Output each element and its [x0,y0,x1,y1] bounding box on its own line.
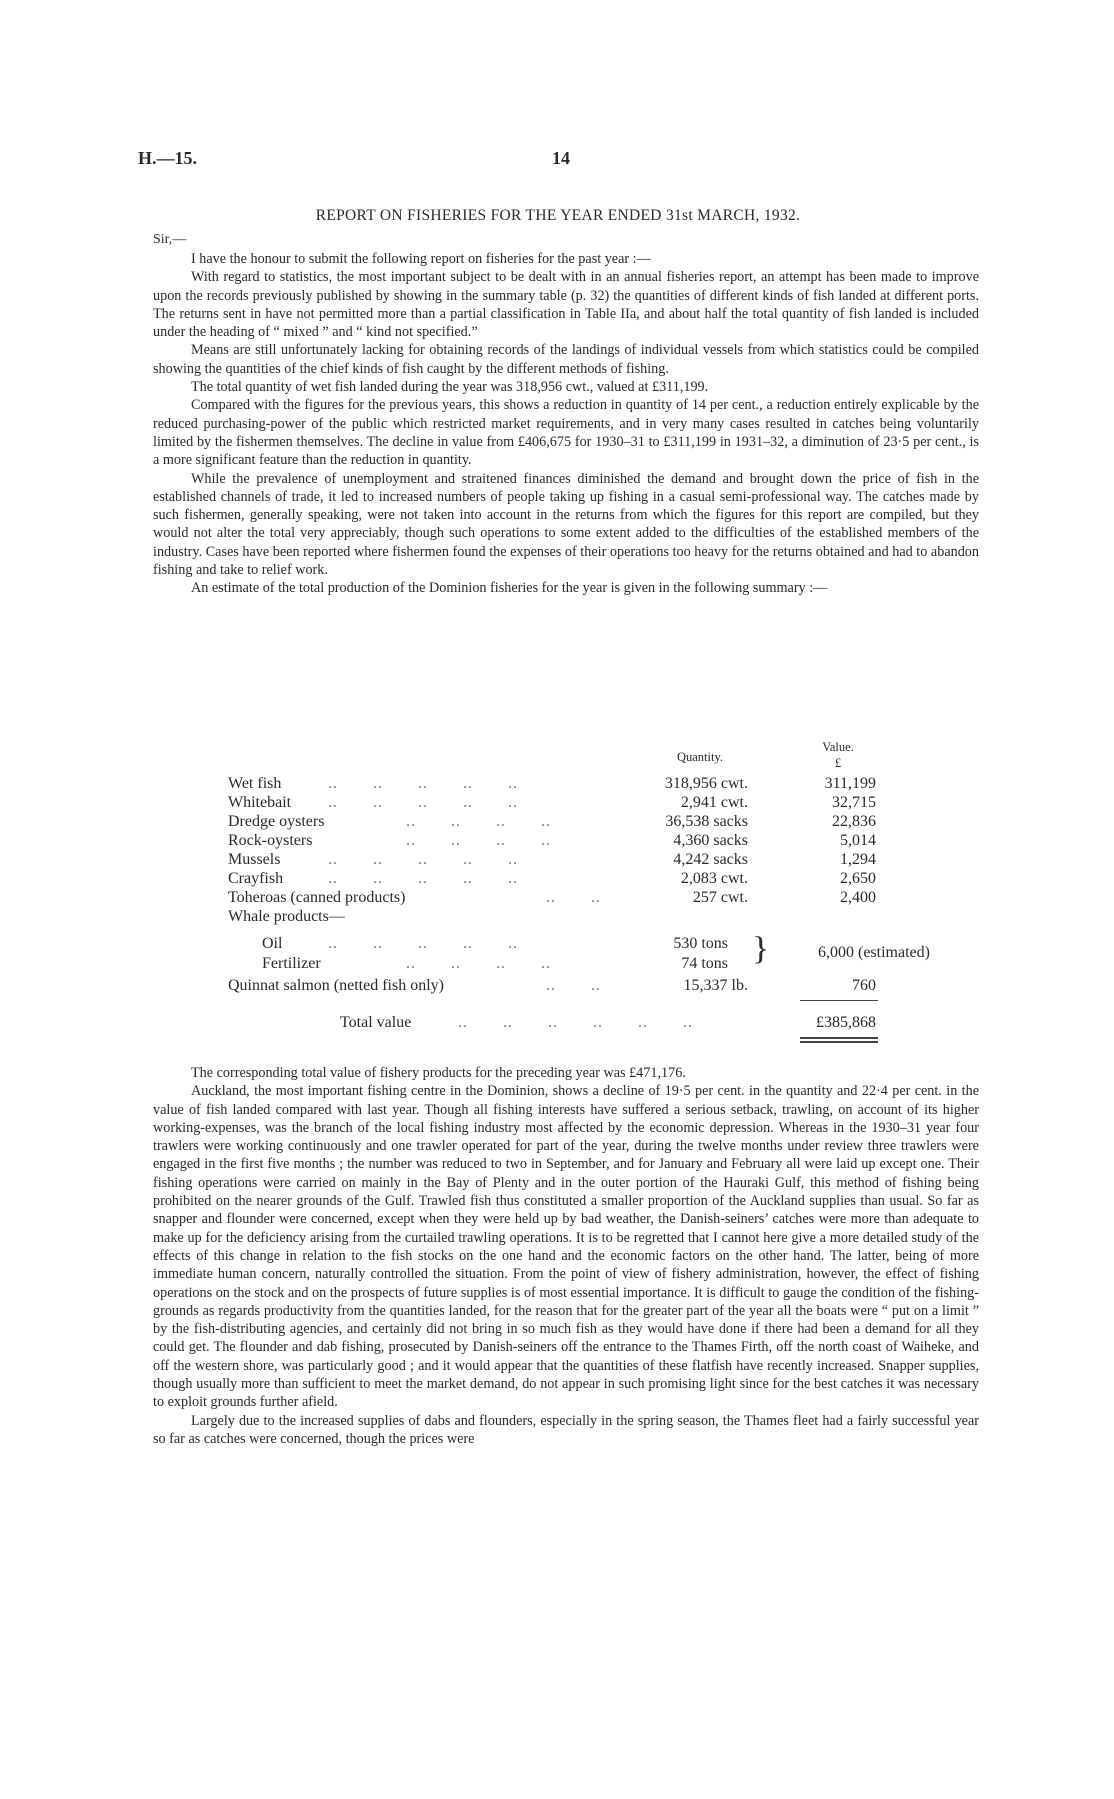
column-header-quantity: Quantity. [676,750,724,764]
paragraph: With regard to statistics, the most important subject to be dealt with in an annual fisheries report, an attempt has been made to improve upon the records previously published by showing in the summary table (p. 32) the quantities of different kinds of fish landed at different ports. The returns sent in have not permitted more than a partial classification in Table IIa, and about half the total quantity of fish landed is included under the heading of “ mixed ” and “ kind not specified.” [153,269,979,341]
table-row [228,794,988,812]
row-value: 311,199 [824,775,876,792]
table-row [228,851,988,869]
paragraph: Largely due to the increased supplies of dabs and flounders, especially in the spring season, the Thames fleet had a fairly successful year so far as catches were concerned, though the prices were [153,1412,979,1447]
table-row [228,870,988,888]
row-quantity: 2,941 cwt. [680,794,748,811]
row-quantity: 15,337 lb. [683,977,748,994]
row-label: Fertilizer [262,955,321,972]
total-value: £385,868 [816,1014,876,1031]
row-label: Toheroas (canned products) [228,889,406,906]
column-header-value: Value. [822,740,854,754]
row-label: Quinnat salmon (netted fish only) [228,977,444,994]
leader-dots: .. .. .. .. .. [328,851,518,868]
leader-dots: .. .. .. .. .. [328,870,518,887]
row-quantity: 36,538 sacks [665,813,748,830]
leader-dots: .. .. .. .. [406,832,551,849]
leader-dots: .. .. [546,977,601,994]
paragraph: Compared with the figures for the previous years, this shows a reduction in quantity of 14 per cent., a reduction entirely explicable by the reduced purchasing-power of the public which restricted market requirements, and in very many cases resulted in catches being voluntarily limited by the fishermen themselves. The decline in value from £406,675 for 1930–31 to £311,199 in 1931–32, a diminution of 23·5 per cent., is a more significant feature than the reduction in quantity. [153,397,979,469]
row-quantity: 257 cwt. [692,889,748,906]
brace-icon: } [752,930,770,966]
row-value: 22,836 [832,813,876,830]
table-row [228,813,988,831]
paragraph: I have the honour to submit the following report on fisheries for the past year :— [191,251,651,267]
row-value: 760 [852,977,876,994]
row-quantity: 318,956 cwt. [664,775,748,792]
double-rule-bottom [800,1041,878,1043]
whale-products-value: 6,000 (estimated) [818,944,930,961]
row-value: 1,294 [840,851,876,868]
row-label: Mussels [228,851,281,868]
leader-dots: .. .. .. .. [406,813,551,830]
row-quantity: 530 tons [673,935,728,952]
total-rule [800,1000,878,1001]
leader-dots: .. .. .. .. .. [328,935,518,952]
paragraph: The total quantity of wet fish landed during the year was 318,956 cwt., valued at £311,199. [191,379,709,396]
paragraph: Means are still unfortunately lacking for obtaining records of the landings of individual vessels from which statistics could be compiled showing the quantities of the chief kinds of fish caught by the different methods of fishing. [153,342,979,377]
paragraph: An estimate of the total production of the Dominion fisheries for the year is given in the following summary :— [191,580,828,597]
row-label: Whitebait [228,794,292,811]
table-row [228,775,988,793]
body-text-top [153,250,979,598]
total-row [228,1014,988,1032]
row-label: Oil [262,935,283,952]
table-row [228,832,988,850]
total-label: Total value [340,1014,412,1031]
paragraph: While the prevalence of unemployment and straitened finances diminished the demand and brought down the price of fish in the established channels of trade, it led to increased numbers of people taking up fishing in a casual semi-professional way. The catches made by such fishermen, generally speaking, were not taken into account in the returns from which the figures for this report are compiled, but they would not alter the total very appreciably, though such operations to some extent added to the difficulties of the established members of the industry. Cases have been reported where fishermen found the expenses of their operations too heavy for the returns obtained and had to abandon fishing and take to relief work. [153,470,979,579]
row-value: 2,400 [840,889,876,906]
paragraph: Auckland, the most important fishing centre in the Dominion, shows a decline of 19·5 per cent. in the quantity and 22·4 per cent. in the value of fish landed compared with last year. Though all fishing interests have suffered a serious setback, trawling, on account of its higher working-expenses, was the branch of the local fishing industry most affected by the economic depression. Whereas in the 1930–31 year four trawlers were working continuously and one trawler operated for part of the year, during the twelve months under review three trawlers were engaged in the first five months ; the number was reduced to two in September, and for January and February all were laid up except one. Their fishing operations were carried on mainly in the Bay of Plenty and in the outer portion of the Hauraki Gulf, this method of fishing being prohibited on the nearer grounds of the Gulf. Trawled fish thus constituted a smaller proportion of the Auckland supplies than usual. So far as snapper and flounder were concerned, except when they were held up by bad weather, the Danish-seiners’ catches were more than adequate to make up for the deficiency arising from the curtailed trawling operations. It is to be regretted that I cannot here give a more detailed study of the effects of this change in relation to the fish stocks on the one hand and the economic factors on the other hand. The latter, being of more immediate human concern, naturally controlled the situation. From the point of view of fishery administration, however, the effect of fishing operations on the stock and on the prospects of future supplies is of most essential importance. It is difficult to gauge the condition of the fishing-grounds as regards productivity from the quantities landed, for the reason that for the greater part of the year all the boats were “ put on a limit ” by the fish-distributing agencies, and certainly did not bring in so much fish as they would have done if there had been a demand for all they could get. The flounder and dab fishing, prosecuted by Danish-seiners off the entrance to the Thames Firth, off the north coast of Waiheke, and off the western shore, was particularly good ; and it would appear that the quantities of these flatfish have recently increased. Snapper supplies, though usually more than sufficient to meet the market demand, do not appear in such promising light since for the best catches it was necessary to exploit grounds further afield. [153,1083,979,1411]
double-rule-top [800,1037,878,1039]
row-label: Dredge oysters [228,813,325,830]
whale-value-row [228,944,988,962]
report-title: REPORT ON FISHERIES FOR THE YEAR ENDED 31st MARCH, 1932. [315,207,801,224]
leader-dots: .. .. [546,889,601,906]
table-row [228,977,988,995]
row-value: 5,014 [840,832,876,849]
row-label: Whale products— [228,908,345,925]
row-value: 2,650 [840,870,876,887]
table-row [228,908,988,926]
row-label: Rock-oysters [228,832,313,849]
leader-dots: .. .. .. .. .. [328,794,518,811]
page-number: 14 [552,148,570,168]
row-value: 32,715 [832,794,876,811]
body-text-bottom [153,1064,979,1448]
page-code: H.—15. [138,148,198,168]
row-label: Crayfish [228,870,284,887]
row-label: Wet fish [228,775,282,792]
page-header [138,148,978,172]
row-quantity: 2,083 cwt. [680,870,748,887]
row-quantity: 74 tons [681,955,728,972]
leader-dots: .. .. .. .. [406,955,551,972]
leader-dots: .. .. .. .. .. [328,775,518,792]
paragraph: The corresponding total value of fishery products for the preceding year was £471,176. [191,1065,686,1081]
column-header-value-unit: £ [834,756,842,770]
table-row [228,889,988,907]
salutation: Sir,— [153,232,187,247]
row-quantity: 4,360 sacks [673,832,748,849]
leader-dots: .. .. .. .. .. .. [458,1014,693,1031]
row-quantity: 4,242 sacks [673,851,748,868]
